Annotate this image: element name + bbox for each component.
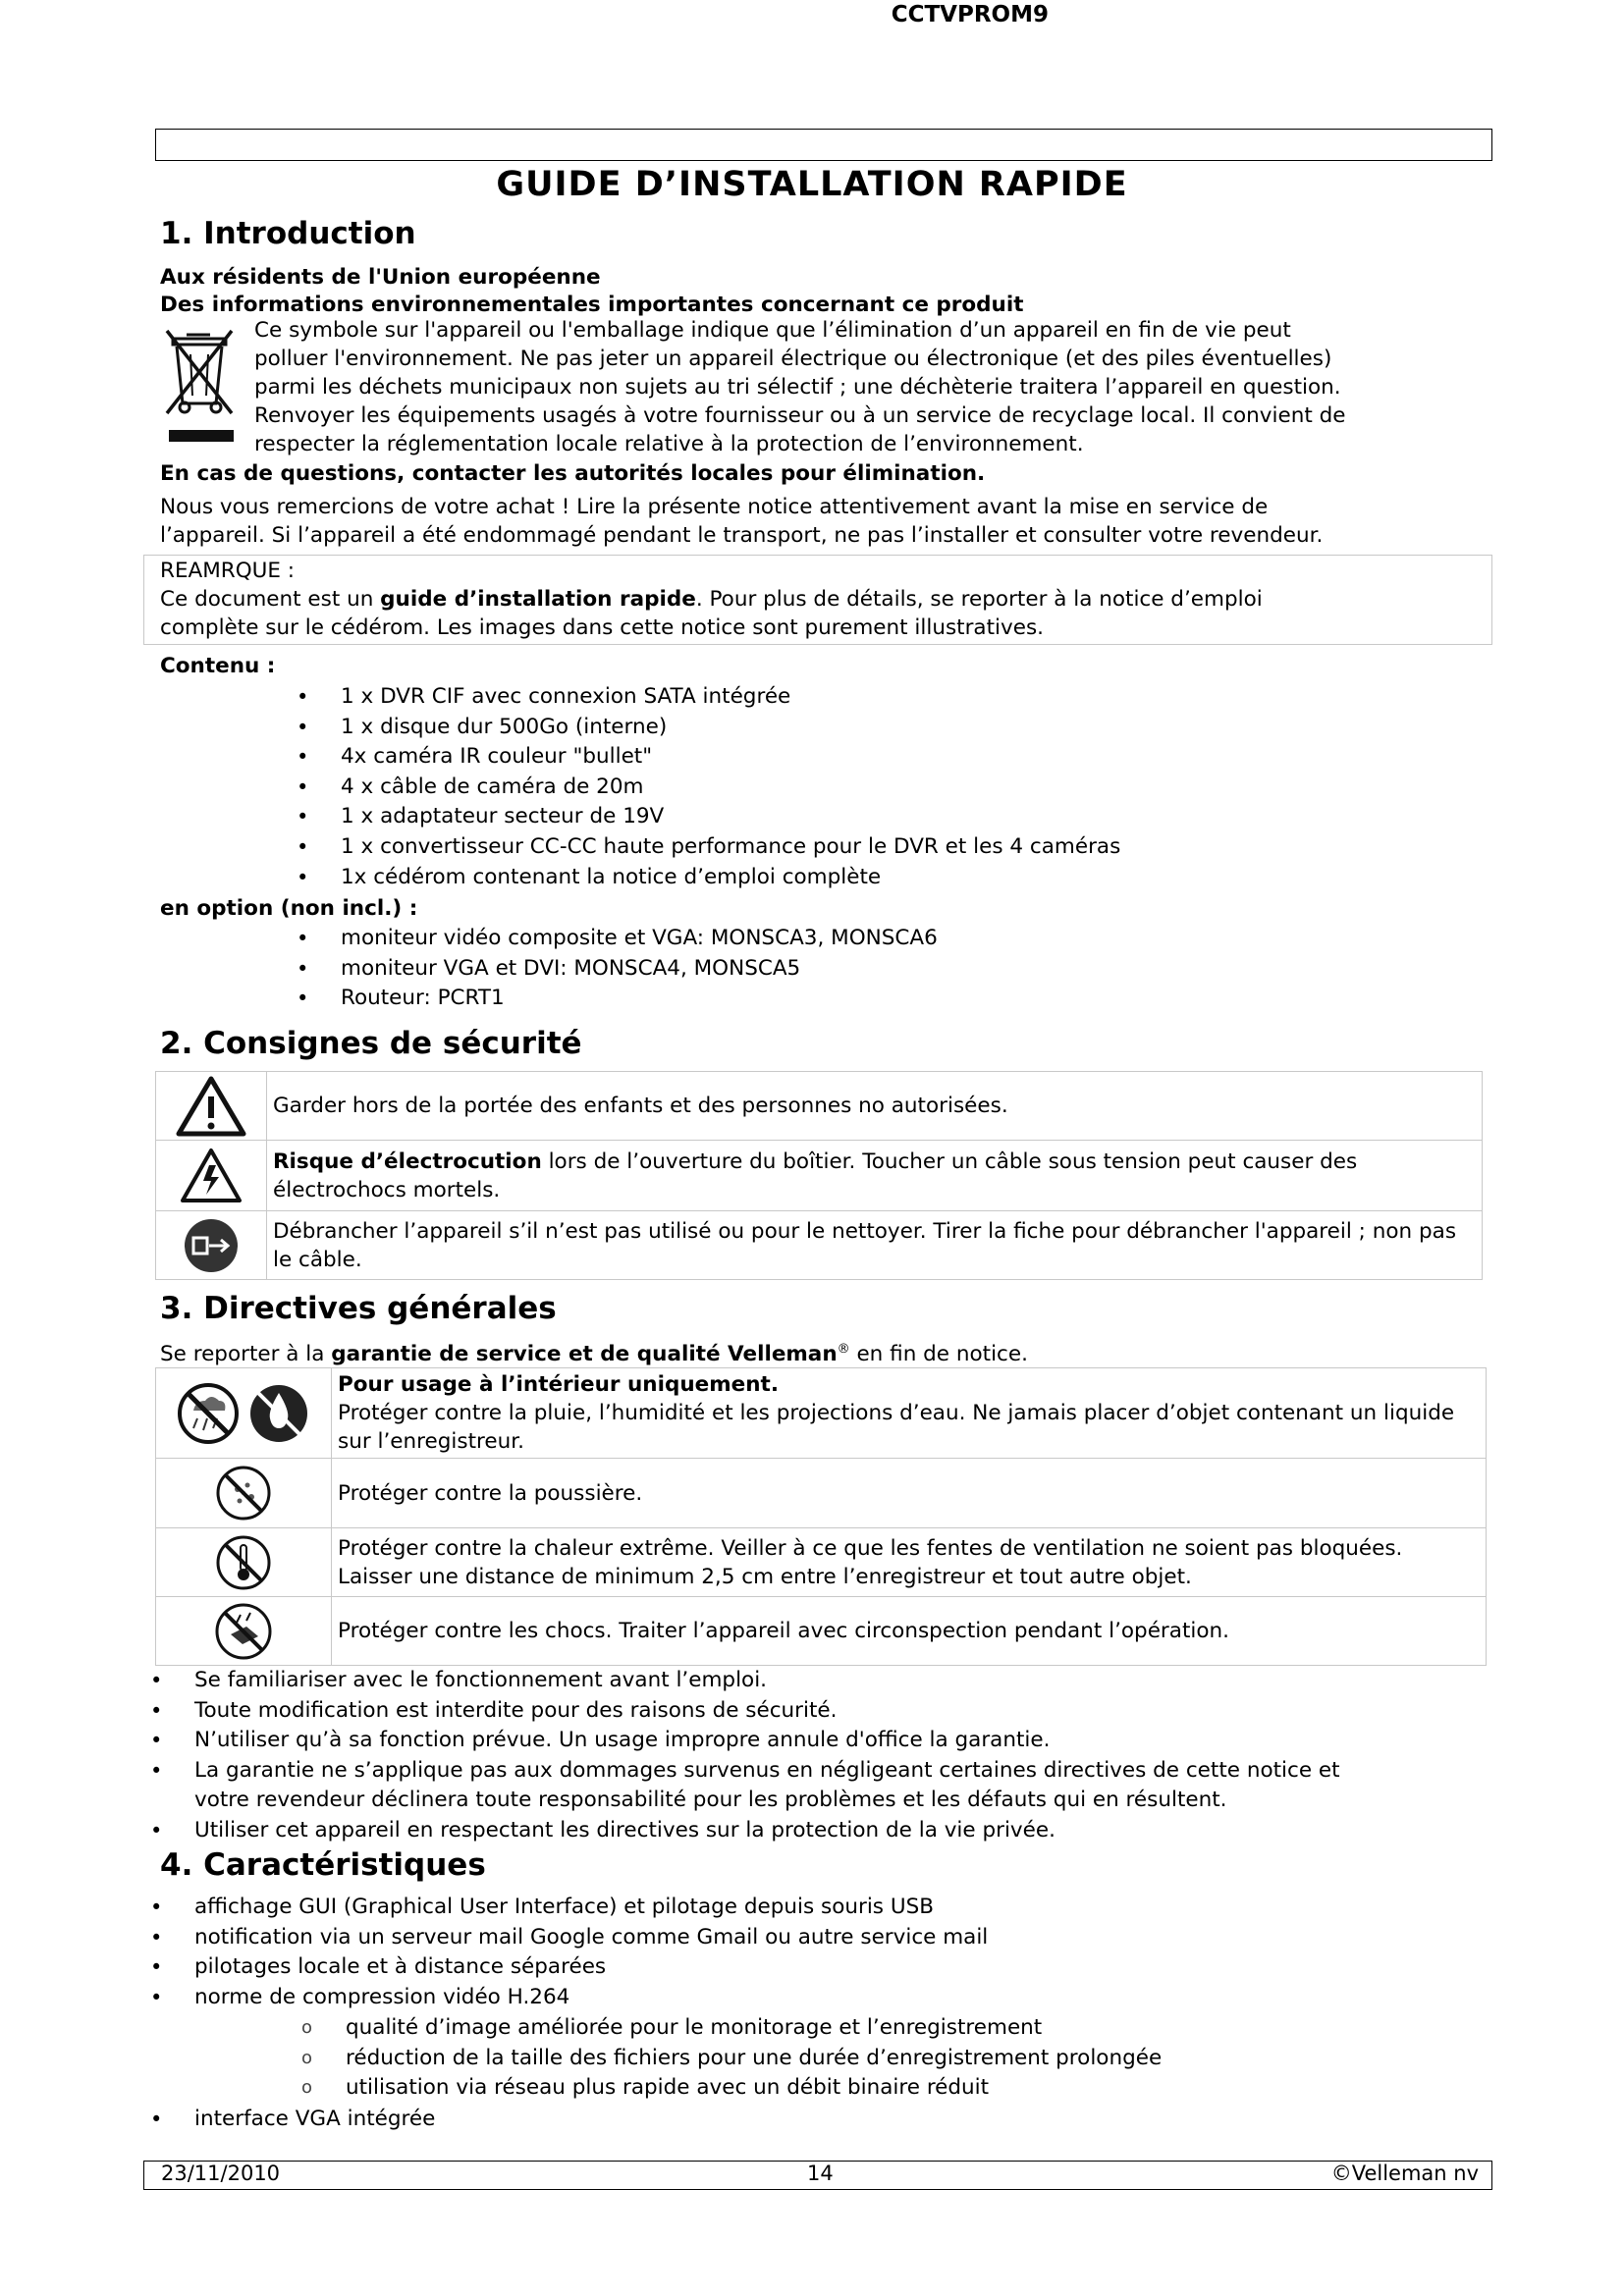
list-item: • 1 x disque dur 500Go (interne)	[341, 713, 1120, 743]
list-item: • Toute modification est interdite pour des raisons de sécurité.	[194, 1696, 1340, 1727]
table-row	[156, 1597, 1487, 1666]
warning-icon	[156, 1072, 267, 1141]
no-dust-icon	[156, 1459, 332, 1528]
list-item: • La garantie ne s’applique pas aux dommages survenus en négligeant certaines directives de cette notice et	[194, 1756, 1340, 1787]
sub-list-item: o réduction de la taille des fichiers pour une durée d’enregistrement prolongée	[346, 2044, 1162, 2074]
no-rain-icon	[176, 1401, 241, 1425]
indoor-use-icons	[156, 1368, 332, 1459]
unplug-icon	[156, 1211, 267, 1280]
weee-text-line: polluer l'environnement. Ne pas jeter un appareil électrique ou électronique (et des piles éventuelles)	[254, 347, 1332, 371]
guidelines-bullet-list	[194, 1666, 1340, 1846]
page-title: GUIDE D’INSTALLATION RAPIDE	[496, 165, 1128, 204]
thanks-text-line: Nous vous remercions de votre achat ! Lire la présente notice attentivement avant la mise en service de	[160, 495, 1269, 519]
section-heading-safety: 2. Consignes de sécurité	[160, 1026, 582, 1061]
sub-list-item: o qualité d’image améliorée pour le monitorage et l’enregistrement	[346, 2013, 1162, 2044]
list-item: • Routeur: PCRT1	[341, 984, 938, 1014]
electric-shock-icon	[156, 1141, 267, 1211]
list-item: • 1 x adaptateur secteur de 19V	[341, 802, 1120, 832]
contents-list	[341, 682, 1120, 892]
list-item: • interface VGA intégrée	[194, 2105, 435, 2135]
weee-bin-icon	[161, 325, 238, 419]
guidelines-table	[155, 1367, 1487, 1666]
list-item: • norme de compression vidéo H.264	[194, 1983, 988, 2013]
list-item: • moniteur VGA et DVI: MONSCA4, MONSCA5	[341, 954, 938, 985]
safety-text: Risque d’électrocution lors de l’ouverture du boîtier. Toucher un câble sous tension peut causer des électrochocs mortels.	[267, 1141, 1483, 1211]
model-number: CCTVPROM9	[891, 2, 1049, 27]
table-row	[156, 1528, 1487, 1597]
contents-label: Contenu :	[160, 654, 276, 678]
list-item: • moniteur vidéo composite et VGA: MONSCA3, MONSCA6	[341, 924, 938, 954]
footer-page-number: 14	[807, 2162, 834, 2185]
environment-info-line: Des informations environnementales importantes concernant ce produit	[160, 293, 1024, 317]
features-list	[194, 1893, 988, 2012]
section-heading-guidelines: 3. Directives générales	[160, 1291, 557, 1326]
no-water-icon	[246, 1401, 311, 1425]
section-heading-features: 4. Caractéristiques	[160, 1847, 486, 1883]
footer-date: 23/11/2010	[161, 2162, 281, 2185]
list-item: • N’utiliser qu’à sa fonction prévue. Un usage impropre annule d'office la garantie.	[194, 1726, 1340, 1756]
list-item: • 1 x DVR CIF avec connexion SATA intégrée	[341, 682, 1120, 713]
footer-copyright: ©Velleman nv	[1330, 2162, 1479, 2185]
list-item: • Utiliser cet appareil en respectant les directives sur la protection de la vie privée.	[194, 1816, 1340, 1846]
note-line-1: Ce document est un guide d’installation rapide. Pour plus de détails, se reporter à la notice d’emploi	[160, 587, 1263, 612]
weee-text-line: Renvoyer les équipements usagés à votre fournisseur ou à un service de recyclage local. Il convient de	[254, 403, 1346, 428]
list-item: • 4 x câble de caméra de 20m	[341, 773, 1120, 803]
safety-table	[155, 1071, 1483, 1280]
list-item-continuation: votre revendeur déclinera toute responsabilité pour les problèmes et les défauts qui en résultent.	[194, 1788, 1227, 1813]
list-item: • Se familiariser avec le fonctionnement avant l’emploi.	[194, 1666, 1340, 1696]
sub-list-item: o utilisation via réseau plus rapide avec un débit binaire réduit	[346, 2073, 1162, 2104]
contact-authorities-line: En cas de questions, contacter les autorités locales pour élimination.	[160, 461, 986, 486]
table-row	[156, 1072, 1483, 1141]
thanks-text-line: l’appareil. Si l’appareil a été endommagé pendant le transport, ne pas l’installer et consulter votre revendeur.	[160, 523, 1324, 548]
warranty-reference-line: Se reporter à la garantie de service et de qualité Velleman® en fin de notice.	[160, 1342, 1028, 1367]
note-line-2: complète sur le cédérom. Les images dans cette notice sont purement illustratives.	[160, 615, 1044, 640]
features-sublist	[346, 2013, 1162, 2104]
table-row	[156, 1141, 1483, 1211]
note-label: REAMRQUE :	[160, 559, 296, 583]
weee-text-line: parmi les déchets municipaux non sujets au tri sélectif ; une déchèterie traitera l’appareil en question.	[254, 375, 1341, 400]
weee-text-line: Ce symbole sur l'appareil ou l'emballage indique que l’élimination d’un appareil en fin de vie peut	[254, 318, 1291, 343]
eu-residents-line: Aux résidents de l'Union européenne	[160, 265, 601, 290]
section-heading-introduction: 1. Introduction	[160, 216, 416, 251]
list-item: • 1x cédérom contenant la notice d’emploi complète	[341, 863, 1120, 893]
table-row	[156, 1368, 1487, 1459]
no-heat-icon	[156, 1528, 332, 1597]
list-item: • notification via un serveur mail Google comme Gmail ou autre service mail	[194, 1923, 988, 1953]
weee-separate-collection-bar	[169, 430, 234, 442]
model-header-box	[155, 129, 1492, 161]
table-row	[156, 1459, 1487, 1528]
list-item: • 1 x convertisseur CC-CC haute performance pour le DVR et les 4 caméras	[341, 832, 1120, 863]
list-item: • affichage GUI (Graphical User Interface) et pilotage depuis souris USB	[194, 1893, 988, 1923]
features-list-end	[194, 2105, 435, 2135]
options-list	[341, 924, 938, 1014]
list-item: • 4x caméra IR couleur "bullet"	[341, 742, 1120, 773]
guideline-text: Pour usage à l’intérieur uniquement. Protéger contre la pluie, l’humidité et les projections d’eau. Ne jamais placer d’objet contenant un liquide sur l’enregistreur.	[332, 1368, 1487, 1459]
options-label: en option (non incl.) :	[160, 896, 418, 921]
weee-text-line: respecter la réglementation locale relative à la protection de l’environnement.	[254, 432, 1084, 456]
safety-text: Garder hors de la portée des enfants et des personnes no autorisées.	[267, 1072, 1483, 1141]
guideline-text: Protéger contre la chaleur extrême. Veiller à ce que les fentes de ventilation ne soient pas bloquées. Laisser une distance de minimum 2,5 cm entre l’enregistreur et tout autre objet.	[332, 1528, 1487, 1597]
safety-text: Débrancher l’appareil s’il n’est pas utilisé ou pour le nettoyer. Tirer la fiche pour débrancher l'appareil ; non pas le câble.	[267, 1211, 1483, 1280]
list-item: • pilotages locale et à distance séparées	[194, 1952, 988, 1983]
guideline-text: Protéger contre les chocs. Traiter l’appareil avec circonspection pendant l’opération.	[332, 1597, 1487, 1666]
guideline-text: Protéger contre la poussière.	[332, 1459, 1487, 1528]
table-row	[156, 1211, 1483, 1280]
no-shock-icon	[156, 1597, 332, 1666]
